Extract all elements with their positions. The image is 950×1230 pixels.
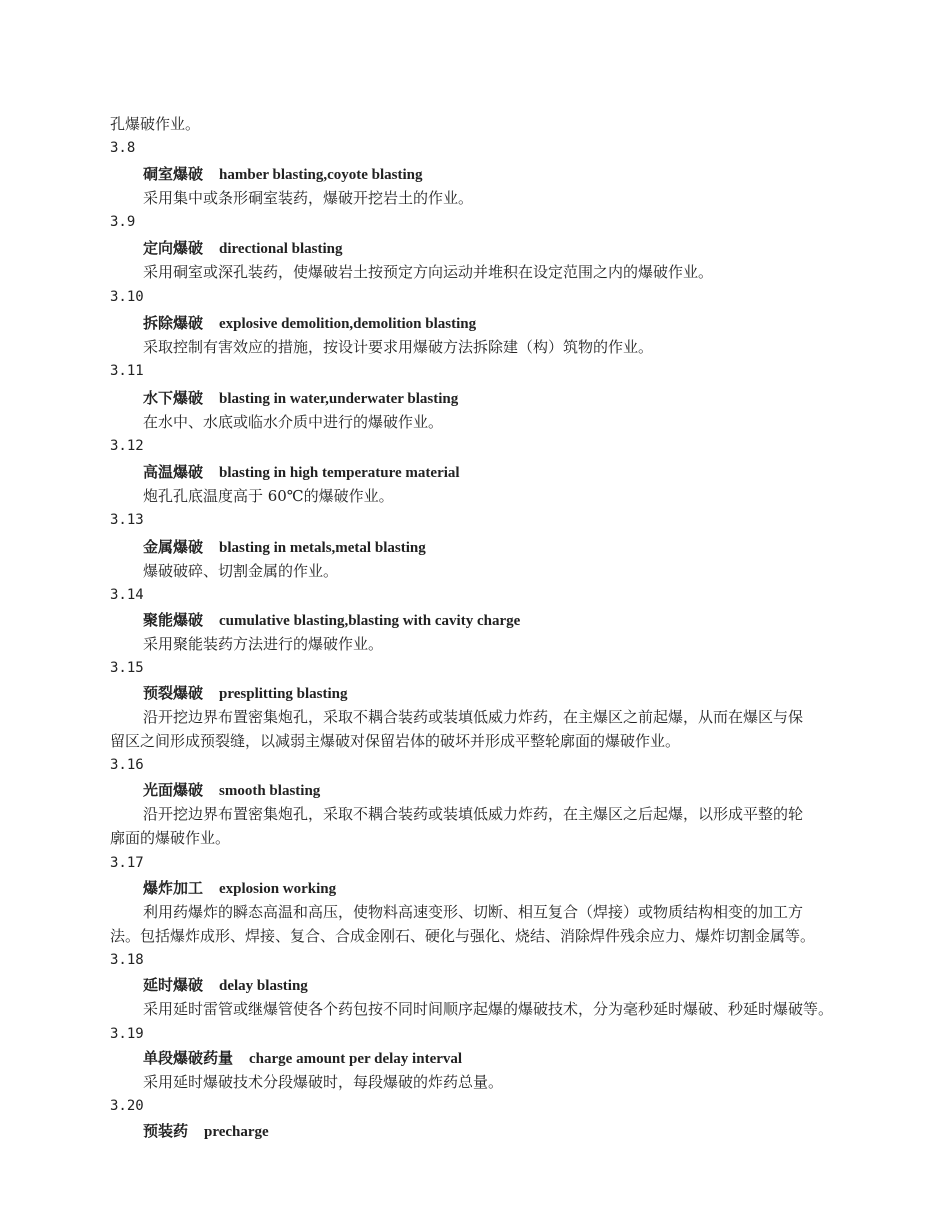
term-definition: 采取控制有害效应的措施，按设计要求用爆破方法拆除建（构）筑物的作业。 [143, 338, 654, 356]
section-number: 3.16 [110, 757, 144, 773]
term-heading [143, 876, 858, 900]
term-heading [143, 1046, 858, 1070]
section-number: 3.19 [110, 1026, 144, 1042]
term-english: blasting in high temperature material [219, 465, 460, 481]
section-number: 3.18 [110, 952, 144, 968]
term-definition-line2: 法。包括爆炸成形、焊接、复合、合成金刚石、硬化与强化、烧结、消除焊件残余应力、爆炸切割金属等。 [110, 927, 816, 945]
term-heading [143, 386, 858, 410]
term-chinese: 爆炸加工 [143, 879, 204, 897]
term-chinese: 延时爆破 [143, 976, 204, 994]
term-english: charge amount per delay interval [249, 1051, 463, 1067]
term-chinese: 定向爆破 [143, 239, 204, 257]
term-chinese: 高温爆破 [143, 463, 204, 481]
term-definition: 爆破破碎、切割金属的作业。 [143, 562, 339, 580]
term-english: presplitting blasting [219, 686, 348, 702]
term-english: precharge [204, 1124, 269, 1140]
term-definition: 采用硐室或深孔装药，使爆破岩土按预定方向运动并堆积在设定范围之内的爆破作业。 [143, 263, 714, 281]
section-number: 3.8 [110, 140, 136, 156]
term-english: blasting in water,underwater blasting [219, 391, 459, 407]
section-number: 3.17 [110, 855, 144, 871]
term-definition-line1: 沿开挖边界布置密集炮孔，采取不耦合装药或装填低威力炸药，在主爆区之后起爆，以形成平整的轮 [143, 805, 804, 823]
lead-text: 孔爆破作业。 [110, 115, 201, 133]
term-heading [143, 608, 858, 632]
term-definition: 采用聚能装药方法进行的爆破作业。 [143, 635, 384, 653]
term-definition: 炮孔孔底温度高于 60℃的爆破作业。 [143, 487, 394, 505]
term-definition: 采用延时雷管或继爆管使各个药包按不同时间顺序起爆的爆破技术，分为毫秒延时爆破、秒延时爆破等。 [143, 1000, 834, 1018]
term-definition-line1: 沿开挖边界布置密集炮孔，采取不耦合装药或装填低威力炸药，在主爆区之前起爆，从而在爆区与保 [143, 708, 804, 726]
term-definition-line2: 留区之间形成预裂缝，以减弱主爆破对保留岩体的破坏并形成平整轮廓面的爆破作业。 [110, 732, 681, 750]
section-number: 3.20 [110, 1098, 144, 1114]
section-number: 3.14 [110, 587, 144, 603]
term-definition: 在水中、水底或临水介质中进行的爆破作业。 [143, 413, 444, 431]
term-heading [143, 162, 858, 186]
term-chinese: 预裂爆破 [143, 684, 204, 702]
section-number: 3.12 [110, 438, 144, 454]
term-heading [143, 236, 858, 260]
term-english: hamber blasting,coyote blasting [219, 167, 423, 183]
term-chinese: 聚能爆破 [143, 611, 204, 629]
section-number: 3.10 [110, 289, 144, 305]
section-number: 3.9 [110, 214, 136, 230]
term-english: explosive demolition,demolition blasting [219, 316, 477, 332]
term-heading [143, 681, 858, 705]
term-definition: 采用集中或条形硐室装药，爆破开挖岩土的作业。 [143, 189, 474, 207]
term-chinese: 拆除爆破 [143, 314, 204, 332]
term-english: cumulative blasting,blasting with cavity charge [219, 613, 521, 629]
section-number: 3.11 [110, 363, 144, 379]
term-english: explosion working [219, 881, 337, 897]
term-heading [143, 535, 858, 559]
term-english: directional blasting [219, 241, 343, 257]
term-chinese: 水下爆破 [143, 389, 204, 407]
term-chinese: 硐室爆破 [143, 165, 204, 183]
term-heading [143, 311, 858, 335]
term-definition-line2: 廓面的爆破作业。 [110, 829, 231, 847]
term-heading [143, 1119, 858, 1143]
term-heading [143, 778, 858, 802]
term-chinese: 预装药 [143, 1122, 189, 1140]
term-heading [143, 460, 858, 484]
term-chinese: 金属爆破 [143, 538, 204, 556]
term-english: delay blasting [219, 978, 308, 994]
term-definition-line1: 利用药爆炸的瞬态高温和高压，使物料高速变形、切断、相互复合（焊接）或物质结构相变的加工方 [143, 903, 804, 921]
term-definition: 采用延时爆破技术分段爆破时，每段爆破的炸药总量。 [143, 1073, 504, 1091]
term-english: blasting in metals,metal blasting [219, 540, 426, 556]
section-number: 3.13 [110, 512, 144, 528]
term-chinese: 光面爆破 [143, 781, 204, 799]
section-number: 3.15 [110, 660, 144, 676]
term-chinese: 单段爆破药量 [143, 1049, 234, 1067]
term-english: smooth blasting [219, 783, 321, 799]
term-heading [143, 973, 858, 997]
